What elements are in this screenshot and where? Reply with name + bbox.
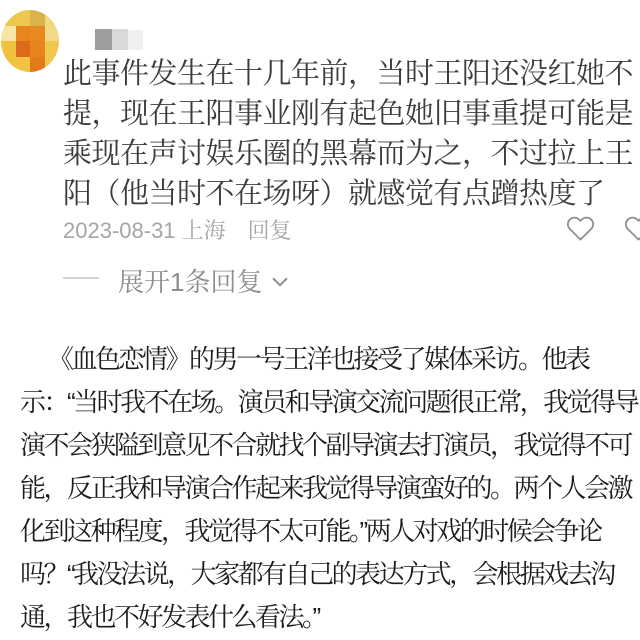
avatar-pixel bbox=[30, 26, 45, 42]
username-blur-block bbox=[95, 29, 112, 50]
like-button[interactable] bbox=[566, 214, 595, 248]
comment-body[interactable] bbox=[63, 54, 633, 214]
article-text-line: 演不会狭隘到意见不合就找个副导演去打演员，我觉得不可 bbox=[20, 430, 632, 460]
comment-text-line: 乘现在声讨娱乐圈的黑幕而为之，不过拉上王 bbox=[63, 138, 634, 170]
comment-timestamp-location: 2023-08-31 上海 bbox=[63, 218, 226, 243]
expand-divider-line bbox=[63, 277, 99, 279]
comment-text-line: 此事件发生在十几年前，当时王阳还没红她不 bbox=[63, 58, 634, 90]
avatar-pixel bbox=[45, 26, 60, 42]
article-text-line: 示：“当时我不在场。演员和导演交流问题很正常，我觉得导 bbox=[20, 387, 638, 417]
avatar-pixel bbox=[1, 57, 16, 73]
comment-meta bbox=[63, 217, 292, 245]
avatar-pixel bbox=[30, 57, 45, 73]
user-avatar[interactable] bbox=[1, 10, 59, 72]
avatar-pixel bbox=[16, 10, 31, 26]
avatar-pixel bbox=[45, 10, 60, 26]
article-text-line: 《血色恋情》的男一号王洋也接受了媒体采访。他表 bbox=[48, 344, 589, 374]
avatar-pixel bbox=[45, 41, 60, 57]
comment-text-line: 阳（他当时不在场呀）就感觉有点蹭热度了 bbox=[63, 178, 605, 210]
article-text-line: 化到这种程度，我觉得不太可能。”两人对戏的时候会争论 bbox=[20, 516, 601, 546]
avatar-pixel bbox=[1, 26, 16, 42]
avatar-pixel bbox=[1, 41, 16, 57]
avatar-pixel bbox=[1, 10, 16, 26]
avatar-pixel bbox=[16, 57, 31, 73]
avatar-pixel bbox=[30, 41, 45, 57]
comment-text-line: 提，现在王阳事业刚有起色她旧事重提可能是 bbox=[63, 98, 634, 130]
reply-button[interactable]: 回复 bbox=[247, 218, 292, 243]
heart-icon bbox=[624, 230, 640, 247]
expand-replies-button[interactable] bbox=[118, 262, 291, 299]
chevron-down-icon bbox=[269, 271, 291, 293]
avatar-pixel bbox=[16, 26, 31, 42]
article-paragraph bbox=[20, 338, 636, 639]
username-blur-block bbox=[128, 30, 143, 50]
heart-icon bbox=[566, 230, 595, 247]
article-text-line: 能，反正我和导演合作起来我觉得导演蛮好的。两个人会激 bbox=[20, 473, 632, 503]
like-button-clipped[interactable] bbox=[624, 214, 640, 248]
avatar-pixel bbox=[30, 10, 45, 26]
username-blur-block bbox=[112, 29, 128, 50]
avatar-pixel bbox=[16, 41, 31, 57]
avatar-pixel bbox=[45, 57, 60, 73]
expand-replies-label: 展开1条回复 bbox=[118, 267, 263, 297]
article-text-line: 通，我也不好发表什么看法。” bbox=[20, 602, 319, 632]
article-text-line: 吗？“我没法说，大家都有自己的表达方式，会根据戏去沟 bbox=[20, 559, 614, 589]
